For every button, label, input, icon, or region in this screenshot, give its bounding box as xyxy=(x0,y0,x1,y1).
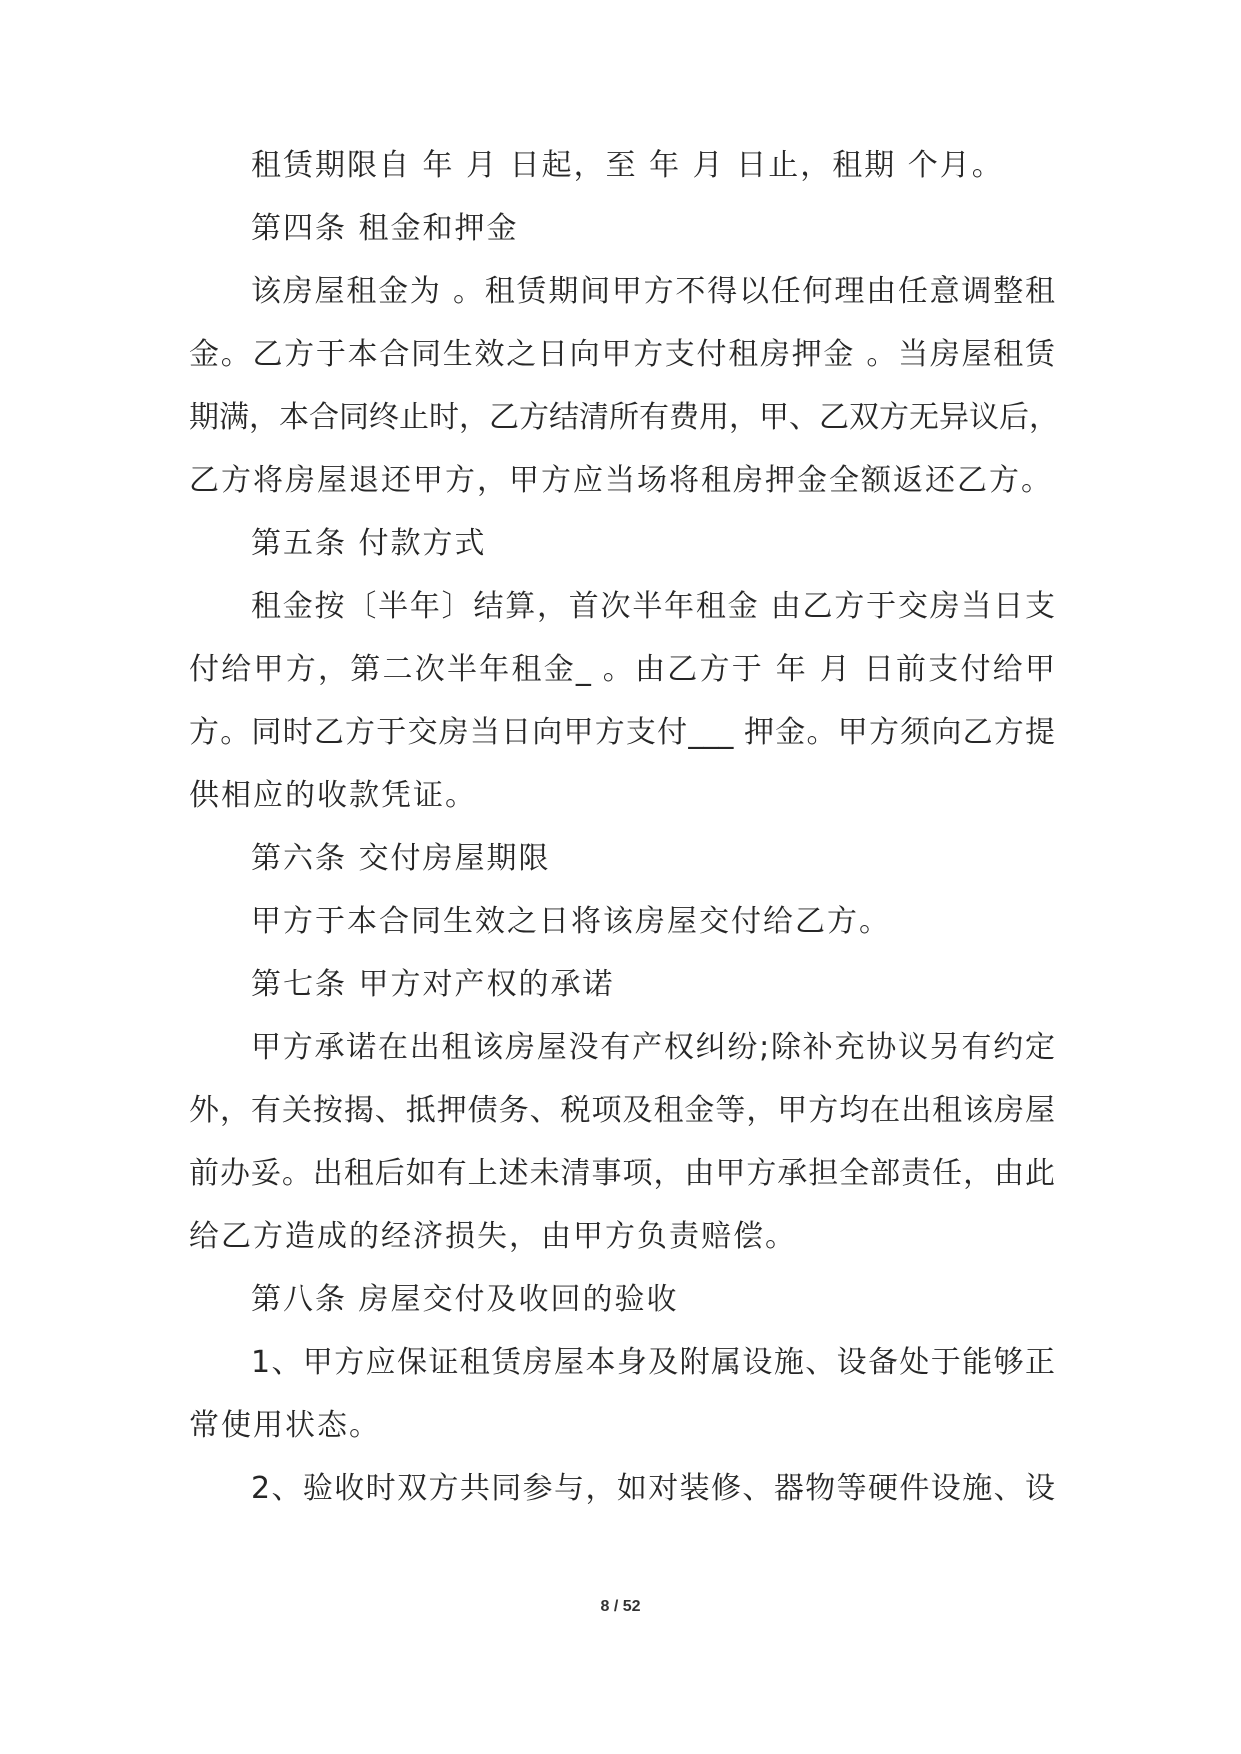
text-line: 甲方承诺在出租该房屋没有产权纠纷;除补充协议另有约定 xyxy=(251,1030,1055,1065)
section-heading: 第四条 租金和押金 xyxy=(251,211,519,246)
text-line: 2、验收时双方共同参与，如对装修、器物等硬件设施、设 xyxy=(251,1471,1055,1506)
text-line: 前办妥。出租后如有上述未清事项，由甲方承担全部责任，由此 xyxy=(189,1156,1055,1191)
text-line: 1、甲方应保证租赁房屋本身及附属设施、设备处于能够正 xyxy=(251,1345,1055,1380)
text-line: 租赁期限自 年 月 日起，至 年 月 日止，租期 个月。 xyxy=(251,148,1004,183)
text-line: 常使用状态。 xyxy=(189,1408,381,1443)
section-heading: 第六条 交付房屋期限 xyxy=(251,841,551,876)
text-line: 方。同时乙方于交房当日向甲方支付___ 押金。甲方须向乙方提 xyxy=(189,715,1055,750)
section-heading: 第七条 甲方对产权的承诺 xyxy=(251,967,615,1002)
text-line: 金。乙方于本合同生效之日向甲方支付租房押金 。当房屋租赁 xyxy=(189,337,1055,372)
section-heading: 第五条 付款方式 xyxy=(251,526,487,561)
text-line: 乙方将房屋退还甲方，甲方应当场将租房押金全额返还乙方。 xyxy=(189,463,1053,498)
text-line: 供相应的收款凭证。 xyxy=(189,778,477,813)
section-heading: 第八条 房屋交付及收回的验收 xyxy=(251,1282,679,1317)
text-line: 给乙方造成的经济损失，由甲方负责赔偿。 xyxy=(189,1219,797,1254)
text-line: 该房屋租金为 。租赁期间甲方不得以任何理由任意调整租 xyxy=(251,274,1055,309)
text-line: 期满，本合同终止时，乙方结清所有费用，甲、乙双方无异议后， xyxy=(189,400,1059,435)
text-line: 租金按〔半年〕结算，首次半年租金 由乙方于交房当日支 xyxy=(251,589,1055,624)
text-line: 付给甲方，第二次半年租金_ 。由乙方于 年 月 日前支付给甲 xyxy=(189,652,1055,687)
text-line: 甲方于本合同生效之日将该房屋交付给乙方。 xyxy=(251,904,891,939)
page-number: 8 / 52 xyxy=(600,1598,641,1615)
text-line: 外，有关按揭、抵押债务、税项及租金等，甲方均在出租该房屋 xyxy=(189,1093,1055,1128)
